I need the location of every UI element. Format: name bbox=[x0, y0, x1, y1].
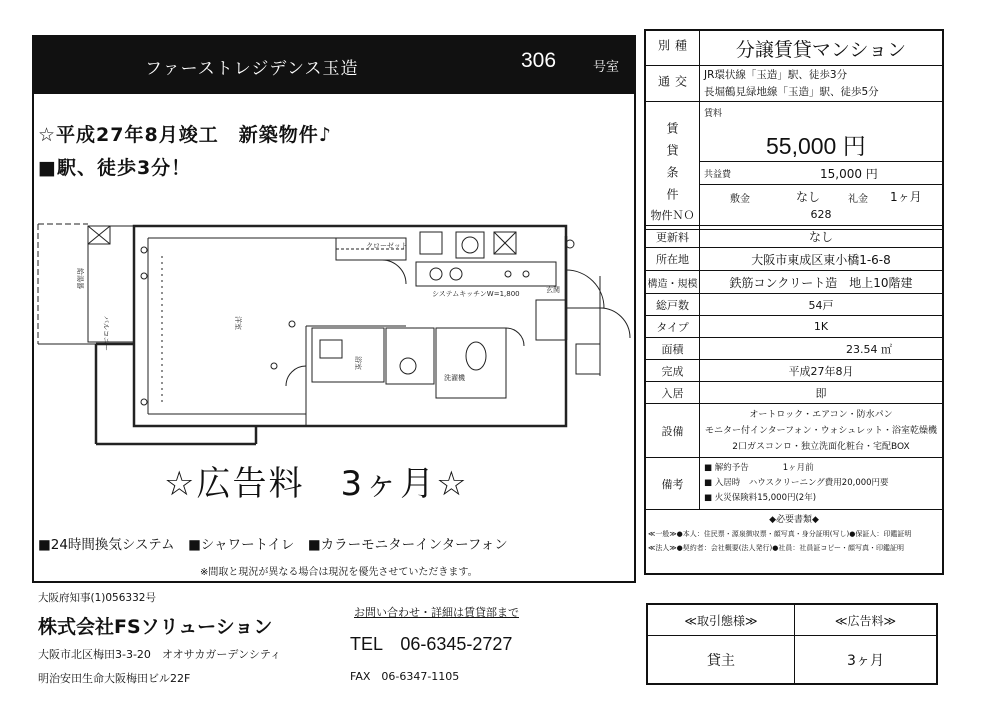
fax-number: FAX 06-6347-1105 bbox=[350, 670, 460, 683]
deal-terms-box bbox=[646, 603, 938, 685]
value-remarks bbox=[700, 458, 942, 509]
row-structure bbox=[646, 271, 942, 294]
value-completion: 平成27年8月 bbox=[788, 364, 854, 378]
row-remarks bbox=[646, 458, 942, 510]
room-number: 306 bbox=[521, 49, 557, 72]
label-units: 総戸数 bbox=[646, 294, 700, 315]
plan-label-room: 洋室 bbox=[234, 316, 242, 330]
label-equipment: 設備 bbox=[646, 404, 700, 457]
deal-mode-label: ≪取引態様≫ bbox=[684, 613, 758, 628]
plan-label-bath: 浴室 bbox=[354, 356, 362, 370]
common-fee-label: 共益費 bbox=[704, 170, 732, 180]
deal-mode-value: 貸主 bbox=[707, 652, 735, 669]
plan-label-kitchen: システムキッチンW=1,800 bbox=[432, 290, 520, 298]
rent-value: 55,000 円 bbox=[766, 133, 866, 159]
company-name: 株式会社FSソリューション bbox=[38, 616, 273, 638]
access-line-1: JR環状線「玉造」駅、徒歩3分 bbox=[704, 68, 848, 81]
plan-label-balcony: バルコニー bbox=[102, 316, 110, 351]
remark-line-2: ■ 入居時 ハウスクリーニング費用20,000円要 bbox=[704, 478, 889, 488]
label-rent-conditions: 賃貸条件 bbox=[646, 102, 700, 229]
label-renewal: 更新料 bbox=[646, 226, 700, 247]
features-line: ■24時間換気システム ■シャワートイレ ■カラーモニターインターフォン bbox=[38, 537, 508, 553]
label-remarks: 備考 bbox=[646, 458, 700, 509]
key-money-label: 礼金 bbox=[848, 194, 868, 205]
label-type: 種別 bbox=[646, 31, 700, 65]
catch-line-2: ■駅、徒歩3分！ bbox=[38, 157, 192, 179]
inquiry-note: お問い合わせ・詳細は賃貸部まで bbox=[354, 606, 519, 619]
row-area bbox=[646, 338, 942, 360]
row-completion bbox=[646, 360, 942, 382]
value-move-in: 即 bbox=[815, 386, 827, 400]
row-type bbox=[646, 31, 942, 66]
plan-label-water-heater: 給湯器 bbox=[76, 268, 84, 289]
value-layout: 1K bbox=[813, 320, 829, 333]
row-location bbox=[646, 248, 942, 271]
property-name: ファーストレジデンス玉造 bbox=[145, 59, 359, 79]
value-renewal: なし bbox=[808, 230, 833, 244]
room-unit: 号室 bbox=[593, 60, 620, 75]
common-fee-value: 15,000 円 bbox=[820, 167, 878, 181]
value-type: 分譲賃貸マンション bbox=[735, 38, 907, 61]
phone-number[interactable]: TEL 06-6345-2727 bbox=[350, 634, 513, 654]
label-move-in: 入居 bbox=[646, 382, 700, 403]
key-money-value: 1ヶ月 bbox=[890, 190, 922, 204]
rent-cell bbox=[700, 102, 942, 162]
row-equipment bbox=[646, 404, 942, 458]
row-prop-no bbox=[646, 204, 942, 226]
label-layout: タイプ bbox=[646, 316, 700, 337]
row-layout bbox=[646, 316, 942, 338]
label-access: 交通 bbox=[646, 66, 700, 101]
plan-label-closet: クローゼット bbox=[366, 242, 408, 250]
value-prop-no: 628 bbox=[810, 208, 832, 221]
plan-label-entrance: 玄関 bbox=[546, 286, 560, 294]
deposit-label: 敷金 bbox=[730, 194, 750, 205]
value-units: 54戸 bbox=[808, 298, 834, 312]
label-location: 所在地 bbox=[646, 248, 700, 270]
value-structure: 鉄筋コンクリート造 地上10階建 bbox=[729, 275, 913, 290]
label-completion: 完成 bbox=[646, 360, 700, 381]
label-prop-no: 物件ＮＯ bbox=[646, 204, 700, 225]
value-area: 23.54 ㎡ bbox=[846, 342, 892, 356]
rent-label: 賃料 bbox=[704, 109, 723, 119]
ad-fee-headline: ☆広告料 3ヶ月☆ bbox=[164, 464, 469, 504]
remark-line-3: ■ 火災保険料15,000円(2年) bbox=[704, 493, 817, 503]
label-area: 面積 bbox=[646, 338, 700, 359]
docs-general: ≪一般≫●本人：住民票・源泉徴収票・顔写真・身分証明(写し)●保証人：印鑑証明 bbox=[648, 530, 912, 538]
docs-corporate: ≪法人≫●契約者：会社概要(法人発行)●社員：社員証コピー・顔写真・印鑑証明 bbox=[648, 544, 905, 552]
disclaimer-note: ※間取と現況が異なる場合は現況を優先させていただきます。 bbox=[200, 567, 478, 578]
floor-plan bbox=[36, 216, 636, 454]
value-location: 大阪市東成区東小橋1-6-8 bbox=[751, 252, 891, 267]
catch-line-1: ☆平成27年8月竣工 新築物件♪ bbox=[38, 124, 332, 146]
company-address-2: 明治安田生命大阪梅田ビル22F bbox=[38, 672, 191, 685]
common-fee-cell bbox=[700, 162, 942, 184]
value-equipment bbox=[700, 404, 942, 457]
deal-fee-label: ≪広告料≫ bbox=[834, 613, 897, 628]
row-units bbox=[646, 294, 942, 316]
value-access bbox=[700, 66, 942, 101]
plan-label-washer: 洗濯機 bbox=[444, 374, 465, 382]
row-move-in bbox=[646, 382, 942, 404]
access-line-2: 長堀鶴見緑地線「玉造」駅、徒歩5分 bbox=[704, 85, 879, 98]
property-info-table bbox=[644, 29, 944, 575]
row-renewal bbox=[646, 226, 942, 248]
required-docs bbox=[646, 510, 942, 573]
deal-fee-value: 3ヶ月 bbox=[847, 652, 884, 669]
row-access bbox=[646, 66, 942, 102]
license-number: 大阪府知事(1)056332号 bbox=[38, 592, 156, 604]
title-bar bbox=[33, 36, 635, 94]
equipment-line-1: オートロック・エアコン・防水パン bbox=[749, 409, 893, 420]
equipment-line-2: モニター付インターフォン・ウォシュレット・浴室乾燥機 bbox=[704, 425, 938, 436]
docs-title: ◆必要書類◆ bbox=[769, 515, 819, 525]
deposit-value: なし bbox=[796, 190, 821, 204]
remark-line-1: ■ 解約予告 1ヶ月前 bbox=[704, 463, 814, 473]
equipment-line-3: 2口ガスコンロ・独立洗面化粧台・宅配BOX bbox=[732, 441, 910, 452]
label-structure: 構造・規模 bbox=[646, 271, 700, 293]
company-address-1: 大阪市北区梅田3-3-20 オオサカガーデンシティ bbox=[38, 648, 282, 661]
